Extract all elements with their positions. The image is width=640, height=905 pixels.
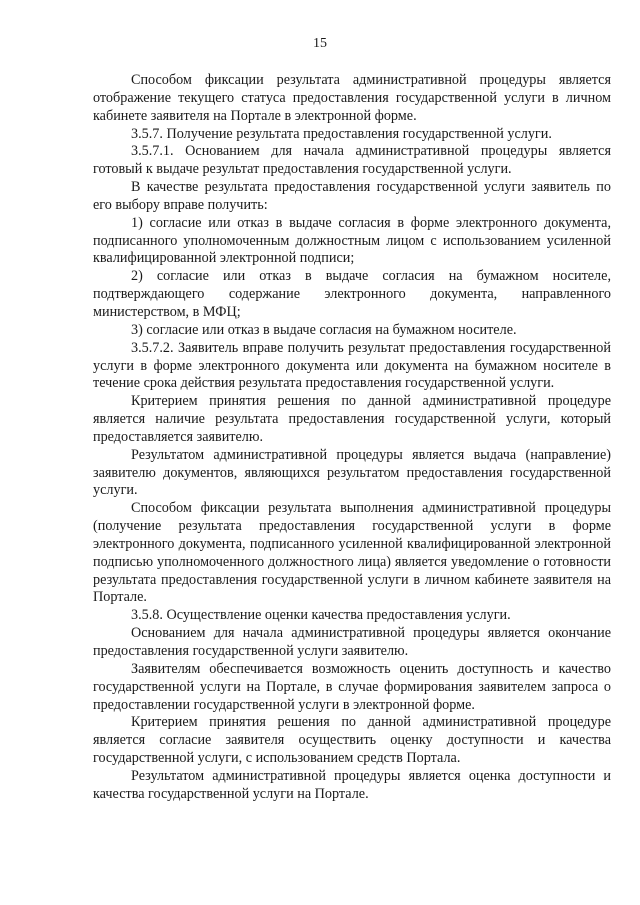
document-body — [93, 72, 611, 804]
paragraph: Критерием принятия решения по данной административной процедуре является согласие заявителя осуществить оценку доступности и качества государственной услуги, с использованием средств Портала. — [93, 714, 611, 767]
page-number: 15 — [313, 36, 327, 51]
paragraph: Критерием принятия решения по данной административной процедуре является наличие результата предоставления государственной услуги, который предоставляется заявителю. — [93, 393, 611, 445]
paragraph: 3.5.7.2. Заявитель вправе получить результат предоставления государственной услуги в форме электронного документа или документа на бумажном носителе в течение срока действия результата предоставления государственной услуги. — [93, 339, 611, 392]
paragraph: 2) согласие или отказ в выдаче согласия на бумажном носителе, подтверждающего содержание электронного документа, направленного министерством, в МФЦ; — [93, 268, 611, 320]
paragraph: Основанием для начала административной процедуры является окончание предоставления государственной услуги заявителю. — [93, 625, 611, 659]
paragraph: Способом фиксации результата выполнения административной процедуры (получение результата предоставления государственной услуги в форме электронного документа, подписанного усиленной квалифицированной электронной подписью уполномоченного должностного лица) является уведомление о готовности результата предоставления государственной услуги в личном кабинете заявителя на Портале. — [93, 500, 611, 606]
paragraph: Результатом административной процедуры является оценка доступности и качества государственной услуги на Портале. — [93, 767, 611, 802]
paragraph: 1) согласие или отказ в выдаче согласия в форме электронного документа, подписанного уполномоченным должностным лицом с использованием усиленной квалифицированной электронной подписи; — [93, 214, 611, 267]
paragraph: Заявителям обеспечивается возможность оценить доступность и качество государственной услуги на Портале, в случае формирования заявителем запроса о предоставлении государственной услуги в электронной форме. — [93, 660, 611, 713]
paragraph: 3.5.7.1. Основанием для начала административной процедуры является готовый к выдаче результат предоставления государственной услуги. — [93, 143, 611, 178]
paragraph: 3) согласие или отказ в выдаче согласия на бумажном носителе. — [131, 321, 517, 338]
paragraph: 3.5.8. Осуществление оценки качества предоставления услуги. — [131, 607, 511, 624]
paragraph: 3.5.7. Получение результата предоставления государственной услуги. — [131, 125, 552, 142]
paragraph: В качестве результата предоставления государственной услуги заявитель по его выбору вправе получить: — [93, 179, 611, 213]
paragraph: Способом фиксации результата административной процедуры является отображение текущего статуса предоставления государственной услуги в личном кабинете заявителя на Портале в электронной форме. — [93, 72, 611, 124]
paragraph: Результатом административной процедуры является выдача (направление) заявителю документов, являющихся результатом предоставления государственной услуги. — [93, 446, 611, 499]
